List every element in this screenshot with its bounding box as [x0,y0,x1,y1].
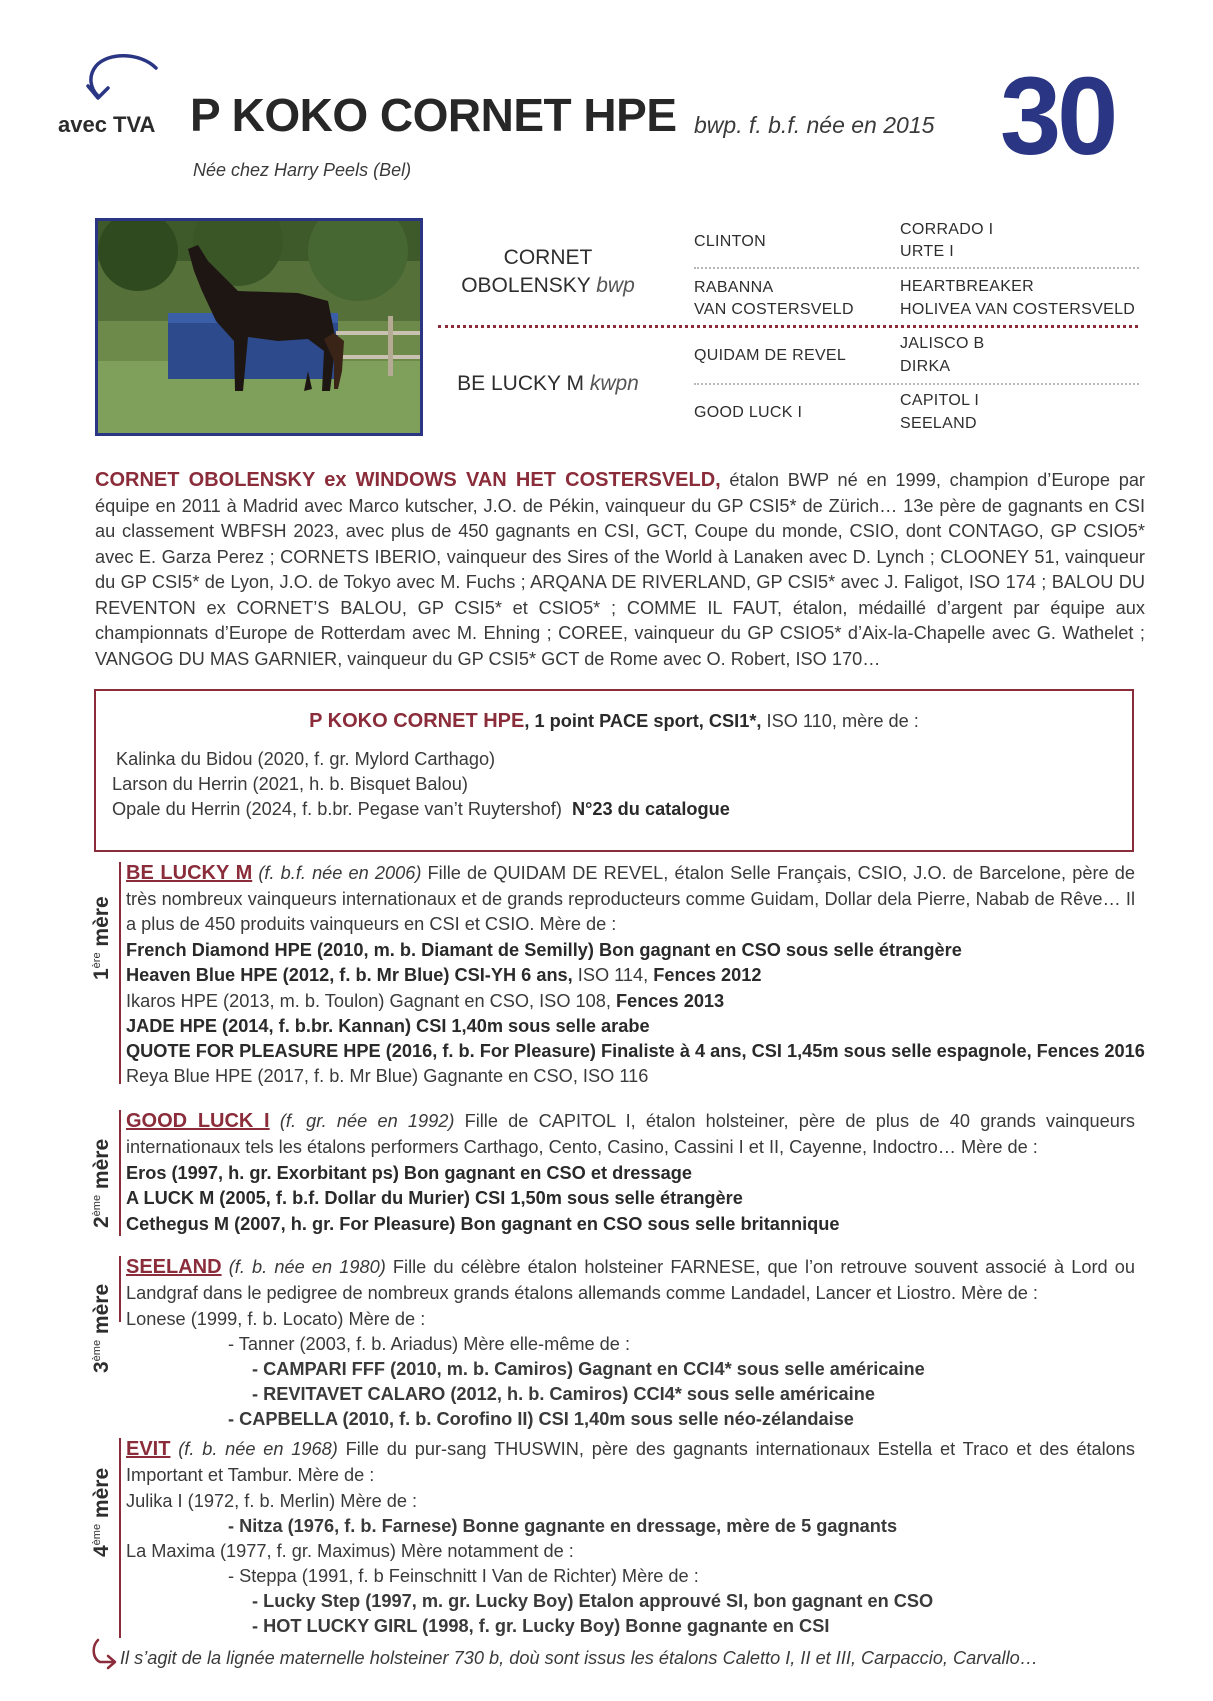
generation-3-info: (f. b. née en 1980) [228,1257,386,1277]
generation-4-info: (f. b. née en 1968) [178,1439,338,1459]
generation-4-name: EVIT [126,1438,171,1460]
pedigree-divider-main [438,325,1138,328]
generation-3-text: Fille du célèbre étalon holsteiner FARNESE, que l’on retrouve souvent associé à Lord ou Landgraf dans le pedigree de nombreux grands étalons allemands comme Landadel, Lancer et Liostro. Mère de : [126,1257,1136,1303]
pedigree-dam-name: BE LUCKY M [457,372,584,395]
generation-3-line2: - Tanner (2003, f. b. Ariadus) Mère elle-même de : [228,1334,630,1354]
performance-title [96,709,1132,735]
pedigree-dsd: DIRKA [900,358,951,375]
catalogue-note: N°23 du catalogue [571,799,730,819]
generation-3-line3: - CAMPARI FFF (2010, m. b. Camiros) Gagnant en CCI4* sous selle américaine [252,1359,925,1379]
generation-2-name: GOOD LUCK I [126,1110,270,1132]
generation-4-line6: - HOT LUCKY GIRL (1998, f. gr. Lucky Boy) Bonne gagnante en CSI [252,1616,830,1636]
horse-info: bwp. f. b.f. née en 2015 [694,112,935,138]
offspring-line: Eros (1997, h. gr. Exorbitant ps) Bon gagnant en CSO et dressage [126,1163,692,1183]
sire-description-lead: CORNET OBOLENSKY ex WINDOWS VAN HET COSTERSVELD, [95,469,721,491]
generation-1-label: 1ère mère [90,896,113,980]
pedigree-dam-stud: kwpn [589,372,639,395]
pedigree-dam [448,370,648,398]
generation-3-line1: Lonese (1999, f. b. Locato) Mère de : [126,1309,426,1329]
curved-arrow-icon [78,50,168,110]
pedigree-sd-line2: VAN COSTERSVELD [694,301,854,318]
performance-tail: mère de : [842,711,919,731]
offspring-item: Larson du Herrin (2021, h. b. Bisquet Balou) [112,774,468,794]
generation-2-intro [126,1109,1135,1160]
pedigree-ss: CLINTON [694,233,767,250]
pedigree-ds: QUIDAM DE REVEL [694,347,847,364]
generation-3-intro [126,1255,1135,1306]
offspring-item: Kalinka du Bidou (2020, f. gr. Mylord Carthago) [116,749,496,769]
horse-name: P KOKO CORNET HPE [190,89,677,141]
generation-1-info: (f. b.f. née en 2006) [258,863,422,883]
generation-1-text: Fille de QUIDAM DE REVEL, étalon Selle Français, CSIO, J.O. de Barcelone, père de très nombreux vainqueurs internationaux et de grands reproducteurs comme Guidam, Dollar dela Pierre, Nabab de Rêve… Il a plus de 450 produits vainqueurs en CSI et CSIO. Mère de : [126,863,1135,934]
generation-3-line4: - REVITAVET CALARO (2012, h. b. Camiros) CCI4* sous selle américaine [252,1384,875,1404]
generation-1-offspring [126,938,1145,1090]
generation-4-line3: La Maxima (1977, f. gr. Maximus) Mère notamment de : [126,1541,574,1561]
offspring-line: Cethegus M (2007, h. gr. For Pleasure) Bon gagnant en CSO sous selle britannique [126,1213,840,1234]
pedigree-divider [694,267,1139,269]
offspring-line: JADE HPE (2014, f. b.br. Kannan) CSI 1,40m sous selle arabe [126,1015,650,1036]
generation-4-line5: - Lucky Step (1997, m. gr. Lucky Boy) Etalon approuvé SI, bon gagnant en CSO [252,1591,934,1611]
pedigree-dss: JALISCO B [900,335,985,352]
pedigree-dd: GOOD LUCK I [694,404,803,421]
generation-2-info: (f. gr. née en 1992) [279,1111,455,1131]
pedigree-ssd: URTE I [900,243,954,260]
generation-1-rule [119,862,121,1084]
generation-4-text: Fille du pur-sang THUSWIN, père des gagnants internationaux Estella et Traco et des étalons Important et Tambur. Mère de : [126,1439,1135,1485]
pedigree-sire [448,244,648,300]
performance-iso: ISO 110, [761,711,843,731]
offspring-item-text: Opale du Herrin (2024, f. b.br. Pegase van’t Ruytershof) [112,799,562,819]
pedigree-sds: HEARTBREAKER [900,278,1035,295]
generation-3-name: SEELAND [126,1256,222,1278]
offspring-line: QUOTE FOR PLEASURE HPE (2016, f. b. For Pleasure) Finaliste à 4 ans, CSI 1,45m sous selle espagnole, Fences 2016 [126,1041,1145,1062]
horse-photo [95,218,423,436]
hook-arrow-icon [88,1636,120,1670]
generation-4-label: 4ème mère [90,1467,113,1557]
pedigree-sire-line1: CORNET [503,246,593,269]
vat-label: avec TVA [58,112,156,137]
generation-2-rule [119,1110,121,1236]
generation-2-text: Fille de CAPITOL I, étalon holsteiner, père de plus de 40 grands vainqueurs internationaux tels les étalons performers Carthago, Cento, Casino, Cassini I et II, Cayenne, Indoctro… Mère de : [126,1111,1135,1157]
pedigree-sire-line2: OBOLENSKY [461,274,591,297]
generation-2-label: 2ème mère [90,1138,113,1228]
generation-3-rule [119,1256,121,1322]
sire-description [95,468,1145,672]
lot-number: 30 [1000,55,1115,178]
offspring-line: Ikaros HPE (2013, m. b. Toulon) Gagnant en CSO, ISO 108, Fences 2013 [126,990,725,1011]
generation-1-intro [126,861,1135,938]
pedigree-ddd: SEELAND [900,415,977,432]
generation-3-line5: - CAPBELLA (2010, f. b. Corofino II) CSI 1,40m sous selle néo-zélandaise [228,1409,854,1429]
offspring-line: French Diamond HPE (2010, m. b. Diamant de Semilly) Bon gagnant en CSO sous selle étrangère [126,940,962,960]
offspring-line: Heaven Blue HPE (2012, f. b. Mr Blue) CSI-YH 6 ans, ISO 114, Fences 2012 [126,965,762,986]
generation-1-name: BE LUCKY M [126,862,253,884]
generation-4-rule [119,1438,121,1638]
generation-4-line4: - Steppa (1991, f. b Feinschnitt I Van de Richter) Mère de : [228,1566,699,1586]
offspring-line: A LUCK M (2005, f. b.f. Dollar du Murier) CSI 1,50m sous selle étrangère [126,1188,743,1209]
offspring-item [112,797,730,823]
pedigree-sd [694,277,854,321]
pedigree-sire-stud: bwp [596,274,635,297]
pedigree-sdd: HOLIVEA VAN COSTERSVELD [900,301,1136,318]
generation-4-line1: Julika I (1972, f. b. Merlin) Mère de : [126,1491,418,1511]
pedigree-divider [694,383,1139,385]
performance-box [94,689,1134,852]
generation-4-intro [126,1437,1135,1488]
generation-2-offspring [126,1161,840,1237]
performance-horse-name: P KOKO CORNET HPE [309,710,525,732]
generation-4-line2: - Nitza (1976, f. b. Farnese) Bonne gagnante en dressage, mère de 5 gagnants [228,1516,898,1536]
pedigree-sd-line1: RABANNA [694,279,774,296]
offspring-line: Reya Blue HPE (2017, f. b. Mr Blue) Gagnante en CSO, ISO 116 [126,1066,649,1087]
pedigree-dds: CAPITOL I [900,392,980,409]
generation-3-label: 3ème mère [90,1283,113,1373]
performance-bold: , 1 point PACE sport, CSI1*, [524,711,762,731]
pedigree-sss: CORRADO I [900,221,994,238]
footer-note: Il s’agit de la lignée maternelle holsteiner 730 b, doù sont issus les étalons Caletto I, II et III, Carpaccio, Carvallo… [120,1648,1038,1668]
breeder-note: Née chez Harry Peels (Bel) [193,160,412,180]
sire-description-text: étalon BWP né en 1999, champion d’Europe par équipe en 2011 à Madrid avec Marco kutscher, J.O. de Pékin, vainqueur du GP CSI5* de Zürich… 13e père de gagnants en CSI au classement WBFSH 2023, avec plus de 450 gagnants en CSI, GCT, Coupe du monde, CSIO, dont CONTAGO, GP CSIO5* avec E. Garza Perez ; CORNETS IBERIO, vainqueur des Sires of the World à Lanaken avec D. Lynch ; CLOONEY 51, vainqueur du GP CSI5* de Lyon, J.O. de Tokyo avec M. Fuchs ; ARQANA DE RIVERLAND, GP CSI5* avec J. Faligot, ISO 174 ; BALOU DU REVENTON ex CORNET’S BALOU, GP CSI5* et CSIO5* ; COMME IL FAUT, étalon, médaillé d’argent par équipe aux championnats d’Europe de Rotterdam avec M. Ehning ; COREE, vainqueur du GP CSIO5* d’Aix-la-Chapelle avec G. Wathelet ; VANGOG DU MAS GARNIER, vainqueur du GP CSI5* GCT de Rome avec O. Robert, ISO 170… [95,470,1145,669]
